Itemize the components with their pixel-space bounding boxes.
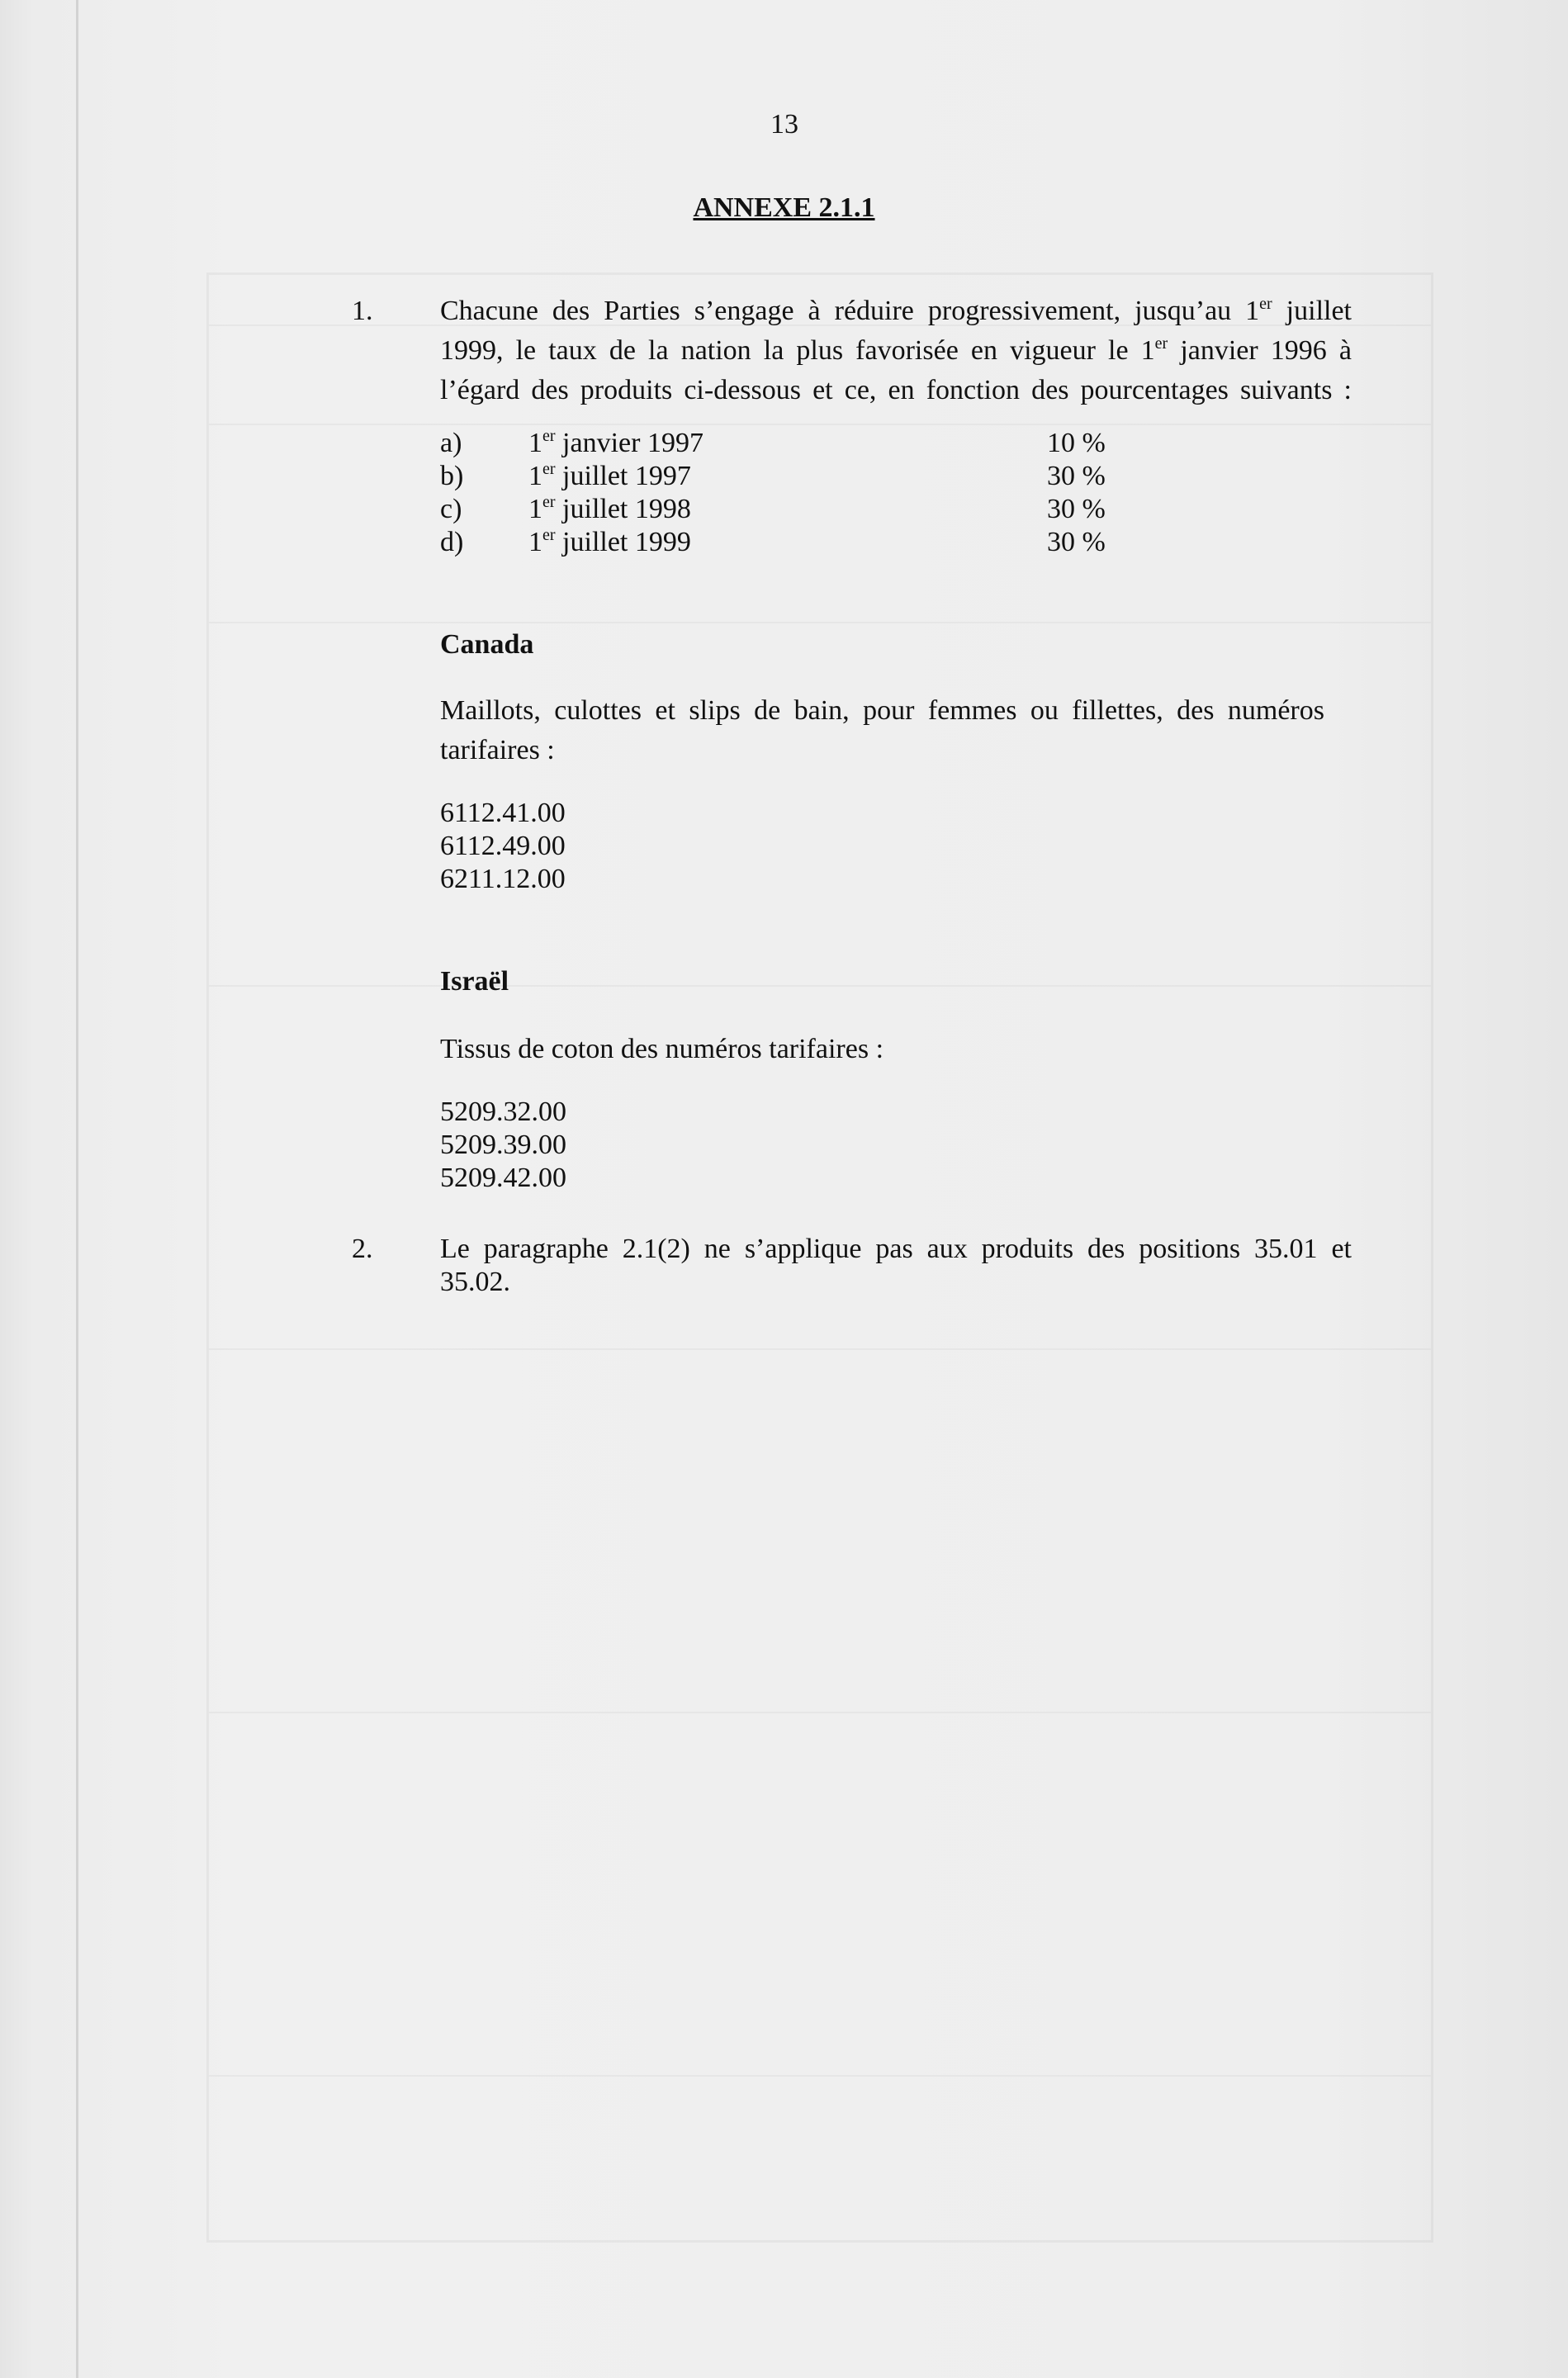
schedule-label: d) — [440, 527, 464, 557]
canada-tariff-code: 6112.41.00 — [440, 798, 566, 828]
item-1-line-3: l’égard des produits ci-dessous et ce, en fonction des pourcentages suivants : — [440, 375, 1352, 405]
item-2-line-2: 35.02. — [440, 1267, 510, 1297]
schedule-date: 1er juillet 1998 — [528, 493, 691, 524]
israel-tariff-code: 5209.42.00 — [440, 1163, 566, 1193]
israel-tariff-code: 5209.32.00 — [440, 1097, 566, 1127]
schedule-date: 1er juillet 1997 — [528, 460, 691, 491]
schedule-percent: 30 % — [1047, 494, 1106, 524]
item-1-line-1: Chacune des Parties s’engage à réduire progressivement, jusqu’au 1er juillet — [440, 295, 1352, 326]
schedule-date: 1er juillet 1999 — [528, 526, 691, 557]
schedule-label: c) — [440, 494, 462, 524]
schedule-label: b) — [440, 461, 464, 491]
schedule-percent: 30 % — [1047, 461, 1106, 491]
schedule-percent: 30 % — [1047, 527, 1106, 557]
page-fold-shadow — [76, 0, 78, 2378]
schedule-percent: 10 % — [1047, 428, 1106, 458]
canada-tariff-code: 6211.12.00 — [440, 864, 566, 894]
item-1-line-2: 1999, le taux de la nation la plus favorisée en vigueur le 1er janvier 1996 à — [440, 334, 1352, 366]
israel-tariff-code: 5209.39.00 — [440, 1130, 566, 1160]
schedule-date: 1er janvier 1997 — [528, 427, 703, 458]
schedule-label: a) — [440, 428, 462, 458]
israel-heading: Israël — [440, 966, 509, 997]
item-2-number: 2. — [352, 1234, 373, 1264]
annex-title: ANNEXE 2.1.1 — [693, 192, 875, 223]
israel-description: Tissus de coton des numéros tarifaires : — [440, 1034, 884, 1064]
canada-description-line-2: tarifaires : — [440, 735, 555, 765]
canada-tariff-code: 6112.49.00 — [440, 831, 566, 861]
item-1-number: 1. — [352, 296, 373, 326]
canada-heading: Canada — [440, 629, 534, 660]
page-number: 13 — [770, 109, 798, 140]
item-2-line-1: Le paragraphe 2.1(2) ne s’applique pas aux produits des positions 35.01 et — [440, 1234, 1352, 1264]
canada-description-line-1: Maillots, culottes et slips de bain, pour femmes ou fillettes, des numéros — [440, 695, 1324, 726]
